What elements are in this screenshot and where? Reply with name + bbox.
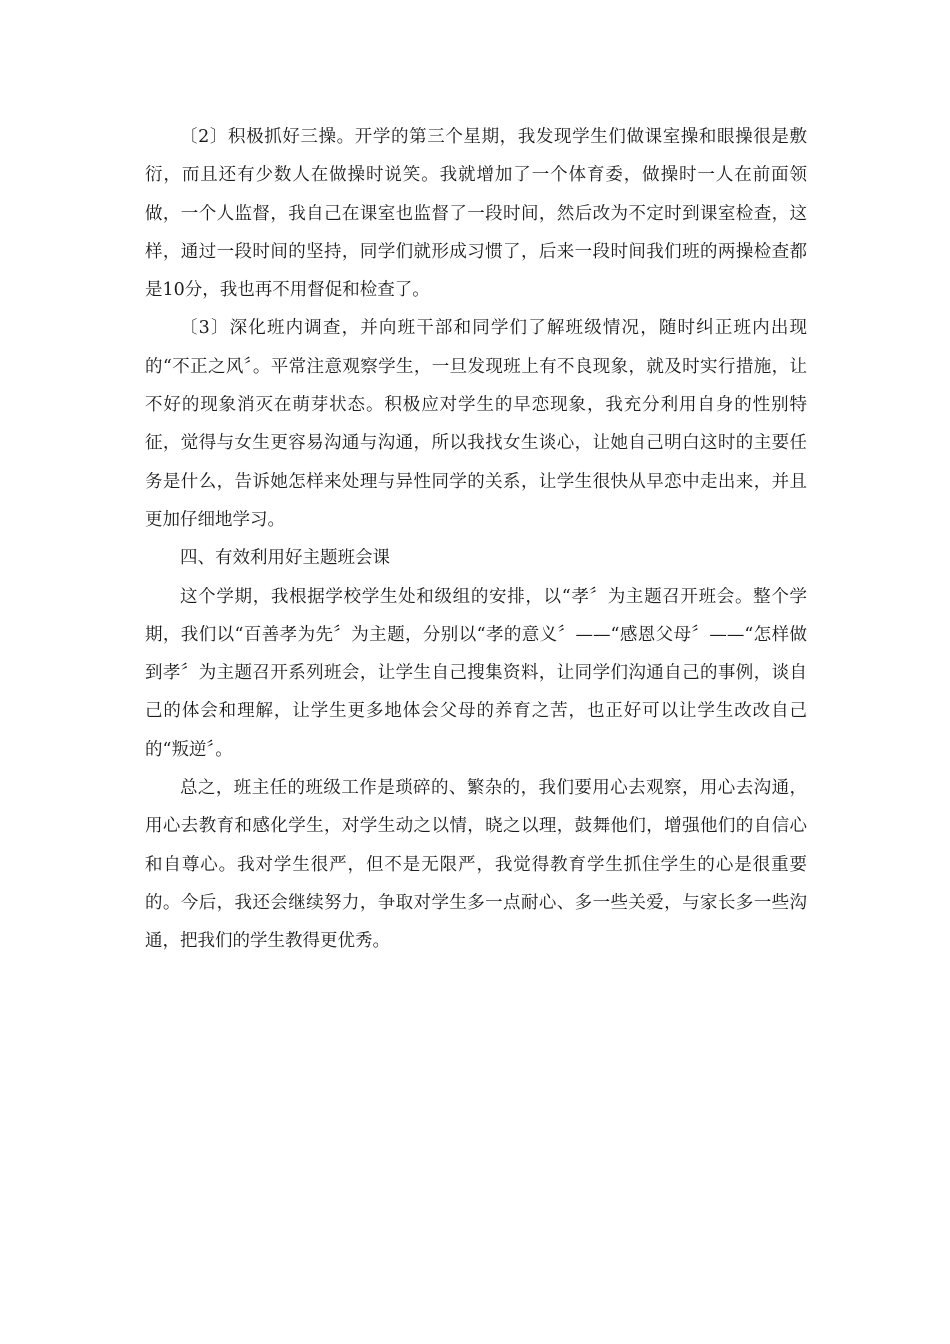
document-body xyxy=(145,118,807,961)
paragraph-three-exercises: 〔2〕积极抓好三操。开学的第三个星期，我发现学生们做课室操和眼操很是敷衍，而且还有少数人在做操时说笑。我就增加了一个体育委，做操时一人在前面领做，一个人监督，我自己在课室也监督了一段时间，然后改为不定时到课室检查，这样，通过一段时间的坚持，同学们就形成习惯了，后来一段时间我们班的两操检查都是10分，我也再不用督促和检查了。 xyxy=(145,127,807,301)
section-heading-theme-meeting: 四、有效利用好主题班会课 xyxy=(180,548,390,569)
paragraph-conclusion: 总之，班主任的班级工作是琐碎的、繁杂的，我们要用心去观察，用心去沟通，用心去教育和感化学生，对学生动之以情，晓之以理，鼓舞他们，增强他们的自信心和自尊心。我对学生很严，但不是无限严，我觉得教育学生抓住学生的心是很重要的。今后，我还会继续努力，争取对学生多一点耐心、多一些关爱，与家长多一些沟通，把我们的学生教得更优秀。 xyxy=(145,778,807,952)
paragraph-theme-meeting: 这个学期，我根据学校学生处和级组的安排，以“孝〞为主题召开班会。整个学期，我们以“百善孝为先〞为主题，分别以“孝的意义〞——“感恩父母〞——“怎样做到孝〞为主题召开系列班会，让学生自己搜集资料，让同学们沟通自己的事例，谈自己的体会和理解，让学生更多地体会父母的养育之苦，也正好可以让学生改改自己的“叛逆〞。 xyxy=(145,586,807,760)
paragraph-class-investigation: 〔3〕深化班内调查，并向班干部和同学们了解班级情况，随时纠正班内出现的“不正之风〞。平常注意观察学生，一旦发现班上有不良现象，就及时实行措施，让不好的现象消灭在萌芽状态。积极应对学生的早恋现象，我充分利用自身的性别特征，觉得与女生更容易沟通与沟通，所以我找女生谈心，让她自己明白这时的主要任务是什么，告诉她怎样来处理与异性同学的关系，让学生很快从早恋中走出来，并且更加仔细地学习。 xyxy=(145,318,807,530)
